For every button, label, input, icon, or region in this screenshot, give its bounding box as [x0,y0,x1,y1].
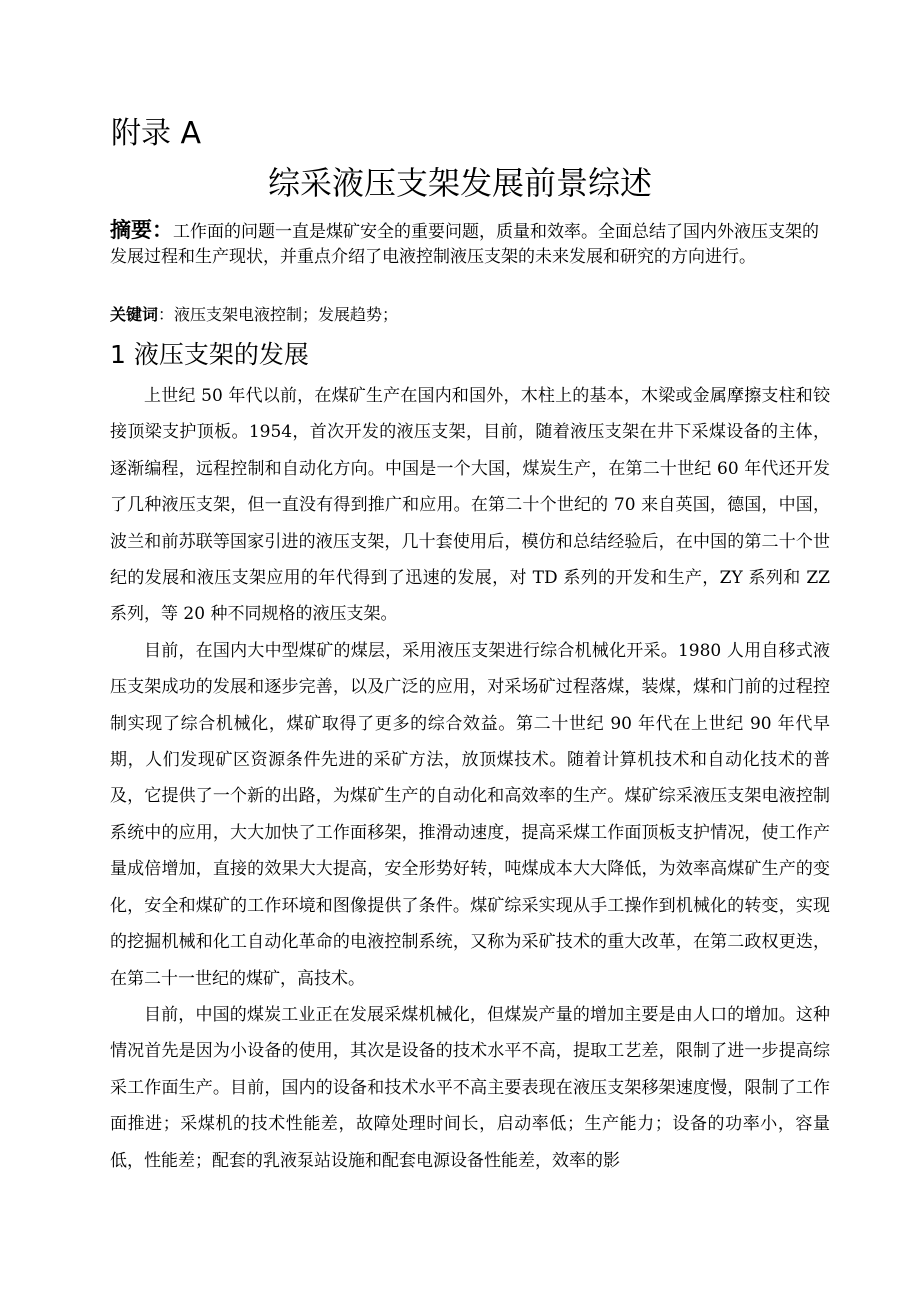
keywords-line [110,303,830,327]
keywords-label: 关键词 [110,305,159,324]
appendix-title: 附录 A [111,116,202,151]
document-title: 综采液压支架发展前景综述 [267,164,652,202]
keywords-text: ：液压支架电液控制；发展趋势； [158,305,399,324]
abstract-label: 摘要： [110,218,173,242]
abstract-text: 工作面的问题一直是煤矿安全的重要问题，质量和效率。全面总结了国内外液压支架的发展过程和生产现状，并重点介绍了电液控制液压支架的未来发展和研究的方向进行。 [110,222,819,267]
paragraph: 目前，中国的煤炭工业正在发展采煤机械化，但煤炭产量的增加主要是由人口的增加。这种情况首先是因为小设备的使用，其次是设备的技术水平不高，提取工艺差，限制了进一步提高综采工作面生产。目前，国内的设备和技术水平不高主要表现在液压支架移架速度慢，限制了工作面推进；采煤机的技术性能差，故障处理时间长，启动率低；生产能力；设备的功率小，容量低，性能差；配套的乳液泵站设施和配套电源设备性能差，效率的影 [110,1004,830,1171]
paragraph: 上世纪 50 年代以前，在煤矿生产在国内和国外，木柱上的基本，木梁或金属摩擦支柱和铰接顶梁支护顶板。1954，首次开发的液压支架，目前，随着液压支架在井下采煤设备的主体，逐渐编程，远程控制和自动化方向。中国是一个大国，煤炭生产，在第二十世纪 60 年代还开发了几种液压支架，但一直没有得到推广和应用。在第二十个世纪的 70 来自英国，德国，中国，波兰和前苏联等国家引进的液压支架，几十套使用后，模仿和总结经验后，在中国的第二十个世纪的发展和液压支架应用的年代得到了迅速的发展，对 TD 系列的开发和生产，ZY 系列和 ZZ 系列，等 20 种不同规格的液压支架。 [110,386,830,625]
paragraph: 目前，在国内大中型煤矿的煤层，采用液压支架进行综合机械化开采。1980 人用自移式液压支架成功的发展和逐步完善，以及广泛的应用，对采场矿过程落煤，装煤，煤和门前的过程控制实现了综合机械化，煤矿取得了更多的综合效益。第二十世纪 90 年代在上世纪 90 年代早期，人们发现矿区资源条件先进的采矿方法，放顶煤技术。随着计算机技术和自动化技术的普及，它提供了一个新的出路，为煤矿生产的自动化和高效率的生产。煤矿综采液压支架电液控制系统中的应用，大大加快了工作面移架，推滑动速度，提高采煤工作面顶板支护情况，使工作产量成倍增加，直接的效果大大提高，安全形势好转，吨煤成本大大降低，为效率高煤矿生产的变化，安全和煤矿的工作环境和图像提供了条件。煤矿综采实现从手工操作到机械化的转变，实现的挖掘机械和化工自动化革命的电液控制系统，又称为采矿技术的重大改革，在第二政权更迭，在第二十一世纪的煤矿，高技术。 [110,640,830,989]
body-text [110,378,830,1179]
section-heading: 1 液压支架的发展 [110,340,309,369]
abstract-block [110,218,830,270]
